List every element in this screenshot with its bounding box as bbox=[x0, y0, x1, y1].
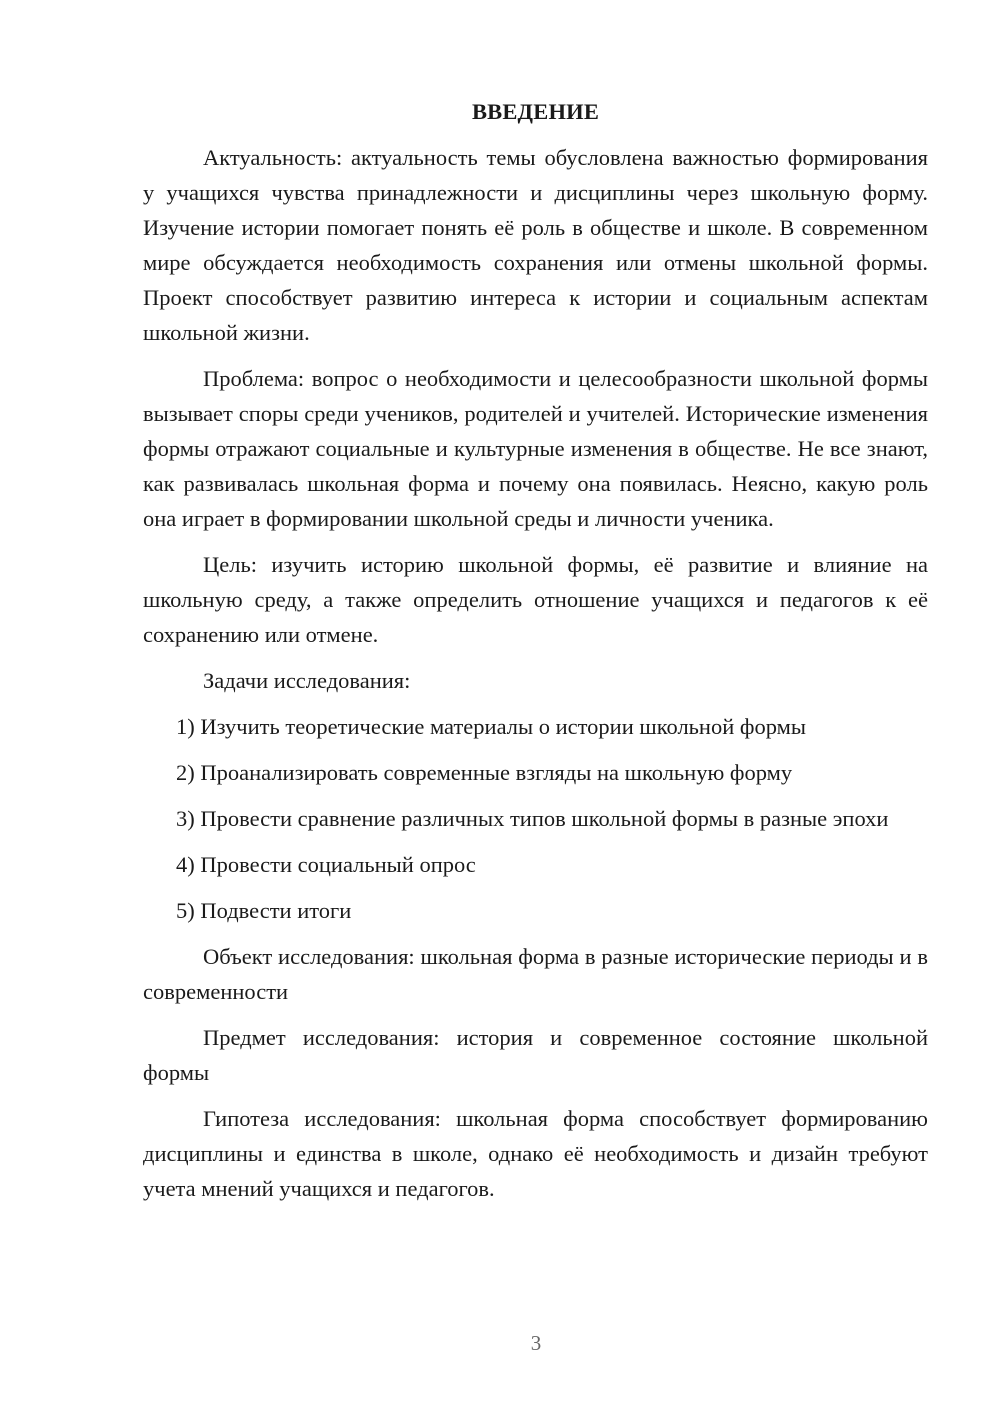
tasks-list bbox=[143, 709, 928, 928]
list-item: 2) Проанализировать современные взгляды на школьную форму bbox=[176, 760, 793, 785]
relevance-paragraph: Актуальность: актуальность темы обусловлена важностью формирования у учащихся чувства принадлежности и дисциплины через школьную форму. Изучение истории помогает понять её роль в обществе и школе. В современном мире обсуждается необходимость сохранения или отмены школьной формы. Проект способствует развитию интереса к истории и социальным аспектам школьной жизни. bbox=[143, 145, 928, 345]
tasks-heading: Задачи исследования: bbox=[203, 668, 411, 693]
list-item: 5) Подвести итоги bbox=[176, 898, 352, 923]
list-item: 4) Провести социальный опрос bbox=[176, 852, 476, 877]
list-item: 1) Изучить теоретические материалы о истории школьной формы bbox=[176, 714, 806, 739]
document-page bbox=[143, 94, 928, 1217]
list-item: 3) Провести сравнение различных типов школьной формы в разные эпохи bbox=[176, 806, 889, 831]
object-paragraph: Объект исследования: школьная форма в разные исторические периоды и в современности bbox=[143, 944, 928, 1004]
page-title: ВВЕДЕНИЕ bbox=[471, 99, 600, 124]
page-number: 3 bbox=[530, 1331, 542, 1355]
subject-paragraph: Предмет исследования: история и современное состояние школьной формы bbox=[143, 1025, 928, 1085]
hypothesis-paragraph: Гипотеза исследования: школьная форма способствует формированию дисциплины и единства в школе, однако её необходимость и дизайн требуют учета мнений учащихся и педагогов. bbox=[143, 1106, 928, 1201]
goal-paragraph: Цель: изучить историю школьной формы, её развитие и влияние на школьную среду, а также определить отношение учащихся и педагогов к её сохранению или отмене. bbox=[143, 552, 928, 647]
problem-paragraph: Проблема: вопрос о необходимости и целесообразности школьной формы вызывает споры среди учеников, родителей и учителей. Исторические изменения формы отражают социальные и культурные изменения в обществе. Не все знают, как развивалась школьная форма и почему она появилась. Неясно, какую роль она играет в формировании школьной среды и личности ученика. bbox=[143, 366, 928, 531]
